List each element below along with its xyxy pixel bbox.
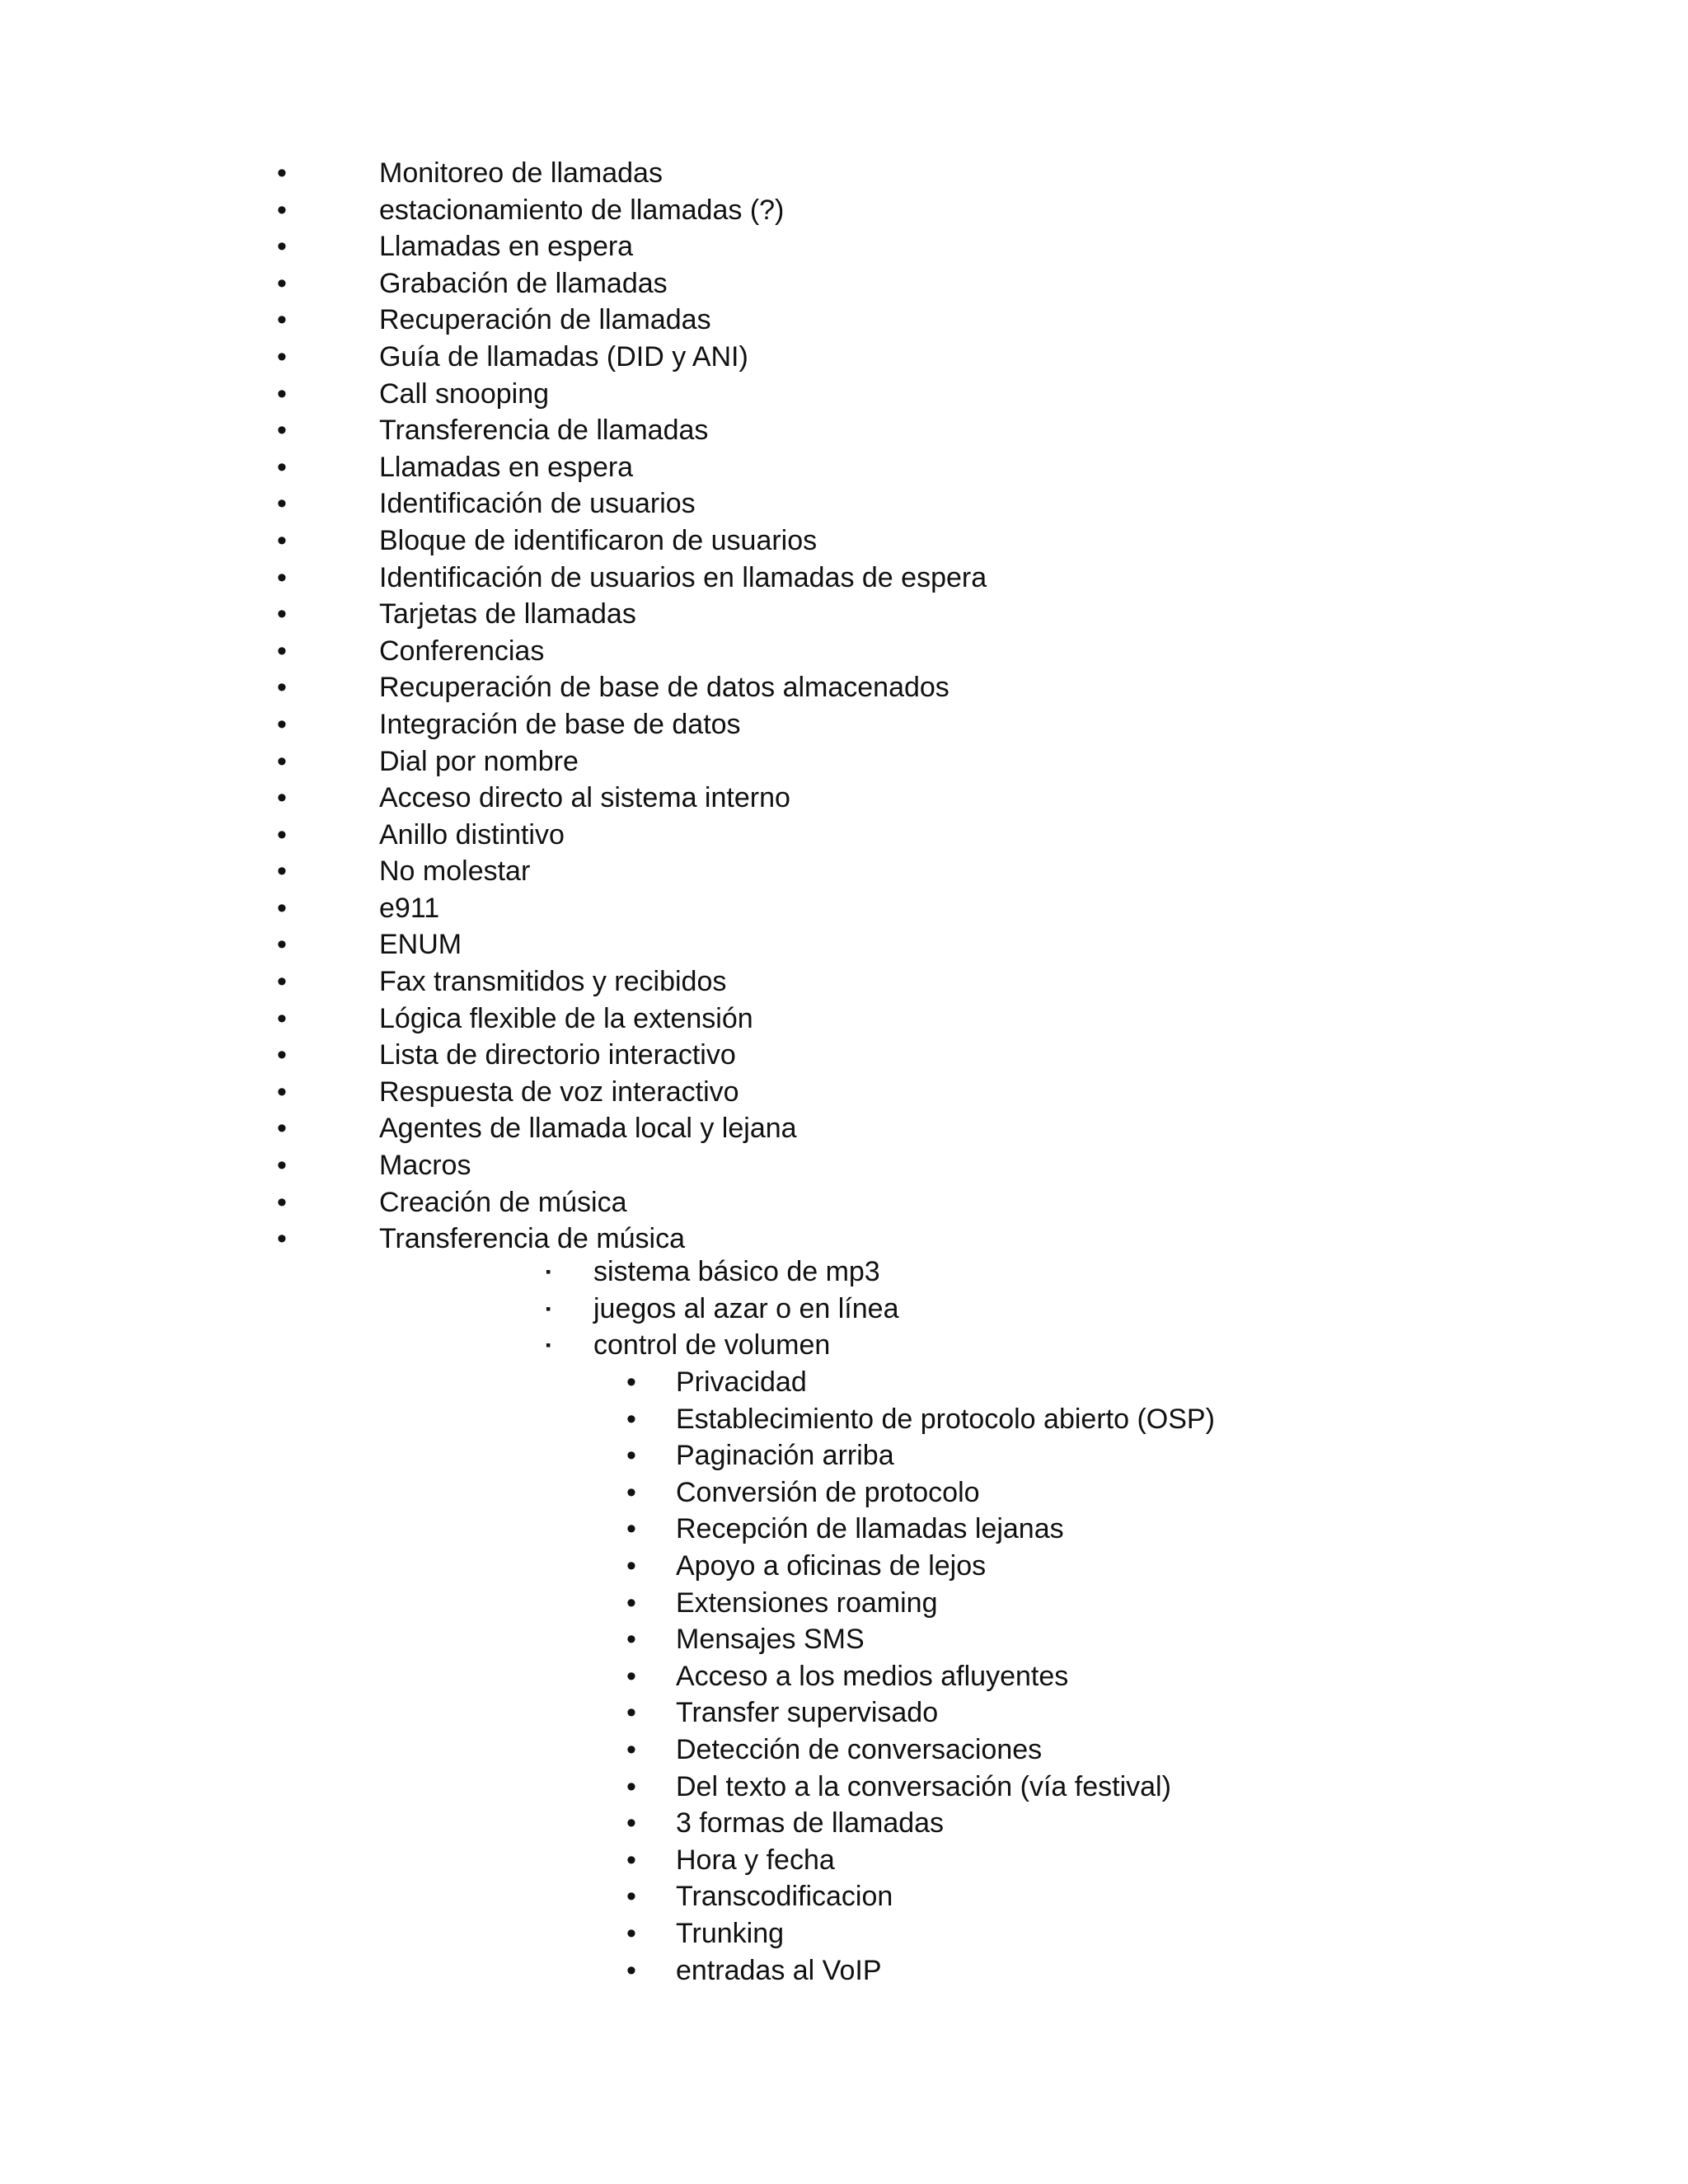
bullet-icon: • — [626, 1660, 636, 1692]
bullet-icon: • — [277, 377, 287, 410]
list-item-text: Lista de directorio interactivo — [379, 1039, 736, 1071]
list-item-text: Identificación de usuarios en llamadas de espera — [379, 561, 987, 593]
list-item — [0, 1658, 1215, 1695]
list-item — [0, 1915, 1215, 1952]
list-item — [0, 596, 987, 633]
bullet-icon: • — [626, 1881, 636, 1913]
list-item — [0, 376, 987, 413]
list-item — [0, 1694, 1215, 1732]
list-item — [0, 743, 987, 780]
list-item-text: sistema básico de mp3 — [593, 1256, 880, 1287]
list-item — [0, 1732, 1215, 1769]
list-item-text: entradas al VoIP — [676, 1954, 882, 1986]
bullet-icon: • — [277, 929, 287, 961]
bullet-icon: • — [626, 1513, 636, 1545]
list-item — [0, 633, 987, 670]
music-transfer-sublist — [0, 1254, 898, 1364]
list-item-text: Lógica flexible de la extensión — [379, 1002, 753, 1034]
list-item-text: Tarjetas de llamadas — [379, 598, 636, 630]
list-item-text: Creación de música — [379, 1186, 627, 1218]
list-item-text: Hora y fecha — [676, 1844, 835, 1876]
bullet-icon: • — [626, 1807, 636, 1840]
bullet-icon: • — [277, 561, 287, 593]
list-item-text: Anillo distintivo — [379, 818, 565, 851]
list-item — [0, 302, 987, 339]
list-item-text: Respuesta de voz interactivo — [379, 1076, 739, 1108]
bullet-icon: • — [277, 488, 287, 520]
bullet-icon: • — [277, 1186, 287, 1218]
list-item-text: Fax transmitidos y recibidos — [379, 966, 727, 998]
list-item — [0, 1805, 1215, 1842]
bullet-icon: • — [277, 524, 287, 556]
list-item — [0, 1621, 1215, 1658]
bullet-icon: • — [277, 157, 287, 189]
list-item — [0, 1842, 1215, 1879]
list-item-text: Conversión de protocolo — [676, 1476, 980, 1508]
list-item-text: Paginación arriba — [676, 1440, 894, 1472]
list-item — [0, 926, 987, 963]
list-item — [0, 265, 987, 302]
list-item — [0, 1769, 1215, 1806]
bullet-icon: • — [626, 1954, 636, 1986]
bullet-icon: • — [277, 745, 287, 777]
bullet-icon: • — [626, 1366, 636, 1398]
list-item-text: ENUM — [379, 929, 462, 961]
list-item — [0, 706, 987, 743]
list-item-text: Conferencias — [379, 635, 545, 667]
list-item-text: Establecimiento de protocolo abierto (OSP) — [676, 1403, 1215, 1435]
list-item-text: Del texto a la conversación (vía festival) — [676, 1770, 1171, 1802]
bullet-icon: • — [277, 966, 287, 998]
list-item-text: e911 — [379, 892, 440, 924]
list-item-text: Call snooping — [379, 377, 550, 410]
list-item — [0, 412, 987, 449]
square-bullet-icon: ▪ — [546, 1337, 551, 1354]
list-item-text: Bloque de identificaron de usuarios — [379, 524, 818, 556]
list-item — [0, 1254, 898, 1291]
bullet-icon: • — [277, 855, 287, 888]
list-item — [0, 1147, 987, 1184]
volume-control-sublist — [0, 1364, 1215, 1989]
bullet-icon: • — [626, 1549, 636, 1582]
bullet-icon: • — [626, 1586, 636, 1619]
list-item-text: Transcodificacion — [676, 1881, 893, 1913]
list-item-text: Dial por nombre — [379, 745, 579, 777]
bullet-icon: • — [277, 782, 287, 814]
list-item-text: Privacidad — [676, 1366, 807, 1398]
list-item-text: estacionamiento de llamadas (?) — [379, 194, 785, 226]
list-item-text: Trunking — [676, 1917, 785, 1949]
list-item-text: control de volumen — [593, 1329, 831, 1361]
list-item — [0, 817, 987, 854]
list-item-text: Macros — [379, 1150, 471, 1182]
list-item — [0, 560, 987, 597]
bullet-icon: • — [626, 1733, 636, 1765]
list-item-text: Guía de llamadas (DID y ANI) — [379, 340, 748, 373]
list-item-text: Monitoreo de llamadas — [379, 157, 663, 189]
bullet-icon: • — [277, 451, 287, 483]
list-item — [0, 1037, 987, 1074]
bullet-icon: • — [277, 1150, 287, 1182]
bullet-icon: • — [626, 1624, 636, 1656]
list-item — [0, 1585, 1215, 1622]
list-item — [0, 1327, 898, 1364]
list-item-text: Transferencia de llamadas — [379, 415, 709, 447]
list-item — [0, 449, 987, 486]
list-item-text: Recepción de llamadas lejanas — [676, 1513, 1064, 1545]
bullet-icon: • — [277, 1223, 287, 1255]
list-item — [0, 1437, 1215, 1474]
bullet-icon: • — [277, 1113, 287, 1145]
bullet-icon: • — [277, 194, 287, 226]
list-item-text: Llamadas en espera — [379, 451, 634, 483]
bullet-icon: • — [277, 340, 287, 373]
list-item — [0, 1221, 987, 1258]
list-item-text: 3 formas de llamadas — [676, 1807, 945, 1840]
bullet-icon: • — [277, 231, 287, 263]
bullet-icon: • — [277, 1002, 287, 1034]
bullet-icon: • — [626, 1476, 636, 1508]
list-item-text: Llamadas en espera — [379, 231, 634, 263]
list-item — [0, 1184, 987, 1221]
bullet-icon: • — [277, 304, 287, 336]
list-item-text: Acceso a los medios afluyentes — [676, 1660, 1069, 1692]
bullet-icon: • — [277, 1076, 287, 1108]
square-bullet-icon: ▪ — [546, 1263, 551, 1280]
bullet-icon: • — [626, 1770, 636, 1802]
list-item-text: No molestar — [379, 855, 531, 888]
bullet-icon: • — [277, 708, 287, 740]
list-item — [0, 890, 987, 927]
list-item-text: Grabación de llamadas — [379, 267, 668, 299]
list-item-text: Transfer supervisado — [676, 1697, 939, 1729]
bullet-icon: • — [277, 415, 287, 447]
list-item — [0, 1074, 987, 1111]
list-item — [0, 1511, 1215, 1548]
list-item — [0, 155, 987, 192]
list-item-text: Transferencia de música — [379, 1223, 686, 1255]
list-item-text: Agentes de llamada local y lejana — [379, 1113, 797, 1145]
bullet-icon: • — [277, 598, 287, 630]
list-item — [0, 1474, 1215, 1511]
list-item-text: Mensajes SMS — [676, 1624, 865, 1656]
bullet-icon: • — [277, 1039, 287, 1071]
bullet-icon: • — [626, 1403, 636, 1435]
list-item-text: Detección de conversaciones — [676, 1733, 1043, 1765]
bullet-icon: • — [277, 267, 287, 299]
list-item — [0, 669, 987, 706]
square-bullet-icon: ▪ — [546, 1300, 551, 1317]
bullet-icon: • — [277, 818, 287, 851]
list-item — [0, 1548, 1215, 1585]
bullet-icon: • — [277, 892, 287, 924]
list-item — [0, 1291, 898, 1328]
bullet-icon: • — [277, 672, 287, 704]
list-item — [0, 780, 987, 817]
list-item-text: Apoyo a oficinas de lejos — [676, 1549, 987, 1582]
list-item — [0, 485, 987, 523]
list-item-text: Identificación de usuarios — [379, 488, 696, 520]
list-item — [0, 1001, 987, 1038]
bullet-icon: • — [626, 1917, 636, 1949]
bullet-icon: • — [626, 1440, 636, 1472]
list-item-text: juegos al azar o en línea — [593, 1292, 899, 1324]
list-item — [0, 853, 987, 890]
bullet-icon: • — [626, 1844, 636, 1876]
list-item-text: Recuperación de llamadas — [379, 304, 711, 336]
list-item — [0, 523, 987, 560]
list-item — [0, 339, 987, 376]
list-item — [0, 1364, 1215, 1401]
bullet-icon: • — [626, 1697, 636, 1729]
list-item — [0, 1110, 987, 1147]
list-item — [0, 963, 987, 1001]
list-item — [0, 1401, 1215, 1438]
feature-list — [0, 155, 987, 1258]
list-item — [0, 192, 987, 229]
list-item-text: Recuperación de base de datos almacenados — [379, 672, 950, 704]
list-item-text: Acceso directo al sistema interno — [379, 782, 790, 814]
list-item-text: Integración de base de datos — [379, 708, 741, 740]
list-item — [0, 228, 987, 265]
list-item-text: Extensiones roaming — [676, 1586, 938, 1619]
list-item — [0, 1952, 1215, 1990]
bullet-icon: • — [277, 635, 287, 667]
list-item — [0, 1878, 1215, 1915]
